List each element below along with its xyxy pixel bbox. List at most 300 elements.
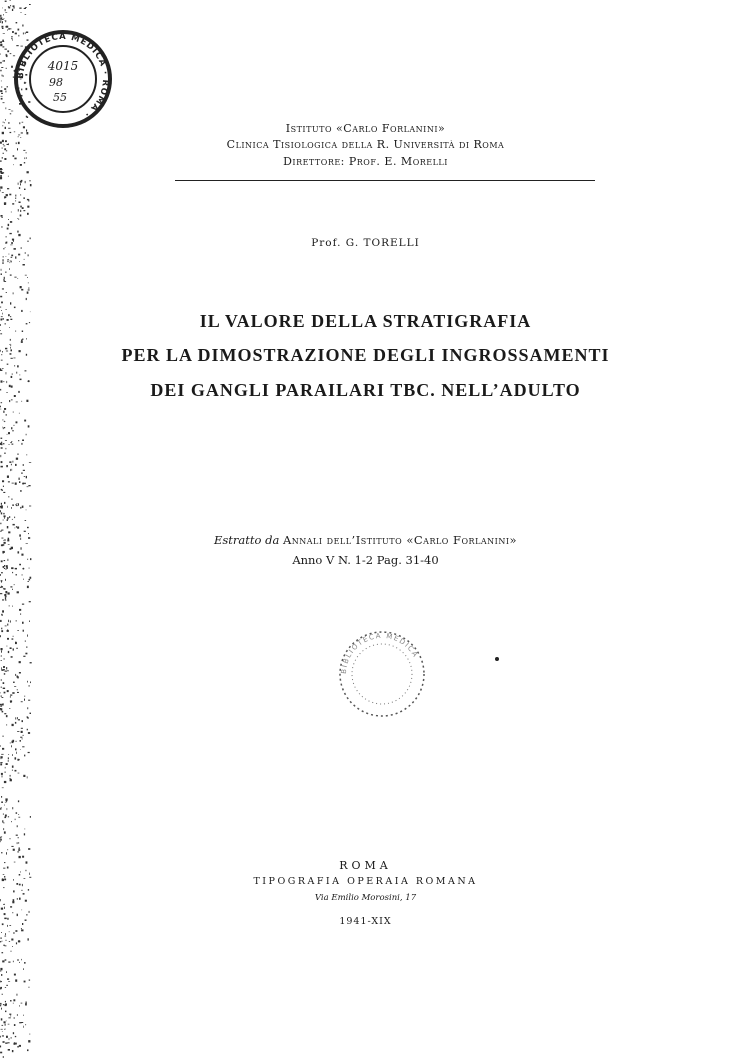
noise-speck	[0, 17, 2, 19]
noise-speck	[6, 107, 7, 109]
noise-speck	[19, 261, 20, 262]
noise-speck	[0, 306, 1, 308]
noise-speck	[0, 523, 1, 525]
noise-speck	[28, 282, 29, 283]
noise-speck	[7, 690, 9, 692]
noise-speck	[14, 307, 16, 309]
noise-speck	[17, 731, 19, 732]
noise-speck	[10, 695, 12, 696]
title-line-3: DEI GANGLI PARAILARI TBC. NELL’ADULTO	[150, 380, 581, 400]
noise-speck	[11, 464, 12, 466]
noise-speck	[0, 763, 2, 765]
noise-speck	[2, 61, 3, 62]
noise-speck	[2, 1025, 4, 1026]
noise-speck	[21, 341, 23, 343]
noise-speck	[25, 275, 27, 276]
noise-speck	[0, 704, 2, 705]
title-line-1: IL VALORE DELLA STRATIGRAFIA	[199, 311, 532, 331]
noise-speck	[29, 180, 30, 181]
noise-speck	[3, 513, 4, 515]
noise-speck	[9, 233, 11, 234]
noise-speck	[2, 40, 4, 42]
noise-speck	[6, 372, 7, 374]
noise-speck	[17, 676, 18, 678]
noise-speck	[15, 198, 16, 199]
noise-speck	[24, 699, 25, 701]
noise-speck	[5, 440, 7, 441]
noise-speck	[20, 490, 21, 492]
noise-speck	[0, 941, 1, 942]
noise-speck	[1, 852, 2, 853]
noise-speck	[7, 519, 8, 521]
noise-speck	[13, 5, 15, 7]
noise-speck	[15, 770, 17, 772]
noise-speck	[4, 817, 6, 819]
noise-speck	[0, 745, 1, 746]
noise-speck	[13, 292, 14, 294]
noise-speck	[3, 428, 4, 429]
noise-speck	[8, 7, 10, 9]
noise-speck	[11, 1037, 12, 1038]
noise-speck	[22, 506, 24, 508]
noise-speck	[2, 775, 3, 777]
noise-speck	[21, 575, 22, 576]
noise-speck	[16, 812, 18, 814]
imprint-year: 1941-XIX	[339, 916, 392, 927]
noise-speck	[7, 646, 8, 647]
noise-speck	[11, 567, 13, 569]
svg-text:BIBLIOTECA MEDICA	[340, 632, 420, 674]
noise-speck	[15, 568, 17, 570]
noise-speck	[28, 889, 29, 891]
noise-speck	[6, 194, 8, 196]
noise-speck	[4, 421, 6, 422]
noise-speck	[6, 715, 8, 717]
imprint-address: Via Emilio Morosini, 17	[314, 893, 417, 903]
noise-speck	[1, 530, 3, 531]
noise-speck	[0, 44, 2, 46]
noise-speck	[1, 41, 2, 43]
noise-speck	[1, 708, 3, 710]
noise-speck	[3, 75, 4, 77]
header-clinic: Clinica Tisiologica della R. Università di Roma	[226, 138, 505, 151]
noise-speck	[12, 741, 14, 743]
title-line-2: PER LA DIMOSTRAZIONE DEGLI INGROSSAMENTI	[121, 345, 610, 365]
noise-speck	[9, 708, 10, 709]
noise-speck	[11, 821, 12, 822]
noise-speck	[18, 183, 19, 185]
noise-speck	[22, 440, 24, 442]
noise-speck	[20, 183, 21, 185]
noise-speck	[0, 756, 2, 758]
noise-speck	[5, 591, 7, 593]
noise-speck	[16, 835, 18, 836]
noise-speck	[12, 483, 14, 484]
noise-speck	[19, 848, 20, 849]
noise-speck	[23, 197, 25, 199]
noise-speck	[9, 516, 10, 518]
noise-speck	[12, 519, 13, 520]
noise-speck	[13, 7, 15, 8]
noise-speck	[15, 722, 16, 724]
noise-speck	[18, 814, 19, 815]
noise-speck	[24, 981, 26, 983]
noise-speck	[2, 610, 4, 612]
noise-speck	[11, 261, 12, 262]
noise-speck	[0, 938, 2, 939]
noise-speck	[4, 781, 6, 783]
noise-speck	[10, 775, 11, 777]
noise-speck	[0, 987, 2, 989]
noise-speck	[23, 968, 24, 969]
noise-speck	[10, 743, 11, 744]
noise-speck	[14, 974, 16, 976]
noise-speck	[1, 466, 3, 468]
noise-speck	[15, 201, 16, 202]
noise-speck	[22, 735, 24, 736]
noise-speck	[3, 904, 4, 905]
noise-speck	[1, 773, 3, 775]
noise-speck	[28, 752, 30, 753]
noise-speck	[26, 454, 27, 455]
noise-speck	[23, 656, 25, 657]
noise-speck	[17, 1014, 18, 1015]
noise-speck	[0, 175, 2, 177]
noise-speck	[28, 717, 29, 719]
noise-speck	[22, 622, 24, 624]
noise-speck	[3, 18, 4, 19]
noise-speck	[5, 767, 6, 769]
noise-speck	[12, 724, 14, 726]
noise-speck	[4, 196, 6, 198]
noise-speck	[3, 1041, 5, 1043]
noise-speck	[0, 1005, 1, 1006]
noise-speck	[16, 402, 18, 403]
noise-speck	[17, 759, 19, 761]
noise-speck	[30, 577, 32, 579]
noise-speck	[7, 228, 9, 230]
noise-speck	[19, 672, 21, 674]
noise-speck	[2, 941, 3, 942]
noise-speck	[1, 67, 3, 68]
noise-speck	[4, 427, 6, 428]
noise-speck	[1, 630, 3, 632]
noise-speck	[27, 586, 29, 588]
noise-speck	[4, 280, 5, 282]
noise-speck	[8, 1049, 10, 1051]
noise-speck	[0, 90, 2, 92]
noise-speck	[10, 702, 12, 703]
noise-speck	[22, 604, 24, 605]
noise-speck	[6, 448, 7, 449]
noise-speck	[12, 430, 13, 431]
noise-speck	[25, 641, 26, 642]
noise-speck	[8, 816, 9, 817]
noise-speck	[1, 217, 3, 218]
noise-speck	[2, 368, 4, 369]
noise-speck	[16, 741, 17, 742]
noise-speck	[10, 779, 11, 780]
noise-speck	[22, 720, 24, 722]
noise-speck	[7, 259, 9, 260]
noise-speck	[29, 621, 30, 622]
noise-speck	[17, 218, 18, 219]
noise-speck	[5, 49, 7, 50]
noise-speck	[19, 478, 20, 480]
noise-speck	[27, 776, 28, 778]
noise-speck	[5, 119, 6, 120]
noise-speck	[18, 773, 20, 774]
noise-speck	[13, 1032, 14, 1034]
noise-speck	[10, 5, 11, 6]
noise-speck	[17, 630, 19, 631]
noise-speck	[12, 766, 14, 768]
noise-speck	[0, 968, 2, 970]
noise-speck	[27, 199, 29, 200]
noise-speck	[12, 469, 13, 471]
noise-speck	[11, 441, 12, 442]
noise-speck	[13, 524, 15, 526]
noise-speck	[5, 1003, 7, 1005]
noise-speck	[2, 226, 3, 228]
noise-speck	[6, 465, 8, 467]
noise-speck	[17, 994, 18, 996]
noise-speck	[28, 254, 29, 256]
noise-speck	[12, 946, 13, 947]
noise-speck	[23, 568, 24, 570]
noise-speck	[8, 1024, 10, 1025]
noise-speck	[4, 831, 6, 833]
noise-speck	[12, 606, 13, 607]
noise-speck	[11, 507, 12, 509]
noise-speck	[23, 630, 24, 632]
noise-speck	[0, 838, 1, 839]
noise-speck	[6, 26, 8, 28]
noise-speck	[0, 333, 2, 334]
noise-speck	[8, 444, 9, 445]
noise-speck	[19, 962, 20, 963]
noise-speck	[8, 757, 9, 759]
noise-speck	[16, 574, 18, 575]
noise-speck	[11, 255, 13, 257]
noise-speck	[4, 594, 6, 596]
noise-speck	[1, 655, 2, 656]
noise-speck	[29, 911, 30, 913]
noise-speck	[2, 19, 4, 20]
noise-speck	[28, 485, 30, 486]
noise-speck	[19, 1022, 21, 1023]
noise-speck	[14, 1024, 16, 1026]
noise-speck	[13, 461, 14, 463]
noise-speck	[17, 842, 18, 844]
noise-speck	[14, 517, 15, 519]
noise-speck	[5, 1029, 6, 1030]
noise-speck	[10, 586, 12, 587]
noise-speck	[5, 12, 7, 13]
noise-speck	[1, 503, 2, 505]
noise-speck	[20, 374, 21, 375]
noise-speck	[11, 846, 13, 847]
noise-speck	[1, 172, 3, 174]
noise-speck	[0, 296, 2, 298]
noise-speck	[14, 1017, 15, 1018]
noise-speck	[0, 370, 2, 371]
noise-speck	[6, 292, 7, 293]
stamp-middle-ring-text: BIBLIOTECA MEDICA	[339, 631, 420, 675]
noise-speck	[3, 945, 5, 946]
noise-speck	[0, 971, 1, 972]
noise-speck	[17, 278, 18, 279]
noise-speck	[19, 187, 20, 189]
noise-speck	[2, 960, 4, 962]
noise-speck	[18, 209, 19, 211]
noise-speck	[4, 517, 5, 519]
noise-speck	[2, 262, 3, 264]
noise-speck	[5, 1001, 6, 1002]
noise-speck	[23, 775, 25, 777]
noise-speck	[14, 686, 16, 687]
noise-speck	[1, 461, 3, 463]
noise-speck	[7, 506, 8, 508]
noise-speck	[18, 800, 19, 802]
noise-speck	[14, 584, 15, 585]
noise-speck	[3, 60, 5, 62]
noise-speck	[2, 21, 3, 23]
noise-speck	[1, 660, 2, 661]
noise-speck	[7, 849, 8, 850]
noise-speck	[15, 528, 16, 529]
header-divider	[175, 180, 595, 181]
noise-speck	[1, 932, 2, 933]
noise-speck	[25, 653, 27, 655]
noise-speck	[21, 289, 23, 291]
noise-speck	[0, 1036, 1, 1038]
noise-speck	[3, 1056, 4, 1057]
noise-speck	[20, 613, 21, 614]
noise-speck	[3, 102, 5, 103]
noise-speck	[3, 492, 5, 493]
noise-speck	[0, 574, 1, 576]
noise-speck	[2, 994, 3, 995]
noise-speck	[28, 938, 29, 940]
noise-speck	[2, 599, 4, 600]
noise-speck	[0, 705, 2, 706]
noise-speck	[21, 547, 22, 549]
noise-speck	[8, 1042, 10, 1043]
noise-speck	[1, 807, 2, 808]
noise-speck	[30, 682, 31, 684]
noise-speck	[13, 849, 15, 851]
noise-speck	[4, 408, 6, 410]
noise-speck	[1, 447, 3, 448]
noise-speck	[0, 837, 1, 838]
noise-speck	[6, 667, 7, 669]
noise-speck	[17, 1046, 19, 1047]
noise-speck	[1, 98, 3, 100]
noise-speck	[29, 685, 30, 686]
noise-speck	[4, 88, 6, 90]
noise-speck	[10, 0, 11, 1]
noise-speck	[15, 1043, 17, 1045]
noise-speck	[8, 651, 9, 653]
noise-speck	[1, 628, 2, 630]
noise-speck	[1, 215, 3, 217]
noise-speck	[0, 455, 1, 457]
noise-speck	[6, 414, 7, 415]
noise-speck	[12, 9, 13, 11]
noise-speck	[15, 642, 17, 644]
noise-speck	[24, 476, 25, 477]
noise-speck	[17, 692, 19, 693]
noise-speck	[16, 458, 18, 460]
noise-speck	[15, 930, 17, 932]
noise-speck	[13, 412, 14, 413]
noise-speck	[1, 754, 3, 755]
noise-speck	[2, 28, 4, 29]
noise-speck	[10, 1015, 11, 1016]
noise-speck	[10, 548, 12, 550]
noise-speck	[16, 621, 18, 622]
noise-speck	[10, 469, 11, 471]
noise-speck	[16, 503, 17, 504]
noise-speck	[28, 732, 30, 734]
noise-speck	[13, 999, 15, 1001]
noise-speck	[3, 1004, 4, 1005]
noise-speck	[19, 661, 21, 663]
noise-speck	[5, 626, 7, 627]
noise-speck	[20, 286, 22, 288]
noise-speck	[26, 646, 27, 648]
noise-speck	[15, 757, 17, 759]
noise-speck	[23, 210, 25, 211]
noise-speck	[9, 262, 10, 263]
noise-speck	[29, 1034, 30, 1035]
noise-speck	[25, 1024, 26, 1025]
noise-speck	[21, 959, 22, 960]
noise-speck	[17, 851, 19, 852]
noise-speck	[10, 221, 12, 223]
noise-speck	[23, 464, 24, 465]
noise-speck	[0, 839, 2, 840]
noise-speck	[1, 667, 2, 669]
header-director: Direttore: Prof. E. Morelli	[283, 155, 448, 168]
noise-speck	[2, 480, 4, 482]
noise-speck	[1, 696, 3, 697]
noise-speck	[4, 1029, 5, 1030]
noise-speck	[13, 1003, 14, 1004]
noise-speck	[19, 1045, 21, 1047]
noise-speck	[7, 260, 8, 262]
noise-speck	[30, 184, 32, 186]
noise-speck	[30, 713, 32, 714]
noise-speck	[11, 745, 12, 747]
noise-speck	[22, 483, 24, 485]
noise-speck	[4, 277, 5, 279]
noise-speck	[8, 620, 9, 622]
noise-speck	[1, 974, 2, 976]
noise-speck	[3, 813, 4, 814]
noise-speck	[7, 188, 9, 189]
noise-speck	[22, 738, 23, 739]
noise-speck	[8, 432, 10, 434]
noise-speck	[29, 601, 31, 602]
noise-speck	[1, 614, 2, 615]
noise-speck	[3, 486, 4, 487]
noise-speck	[11, 212, 12, 213]
header-institute: Istituto «Carlo Forlanini»	[285, 122, 446, 135]
noise-speck	[0, 406, 1, 408]
noise-speck	[20, 749, 21, 750]
